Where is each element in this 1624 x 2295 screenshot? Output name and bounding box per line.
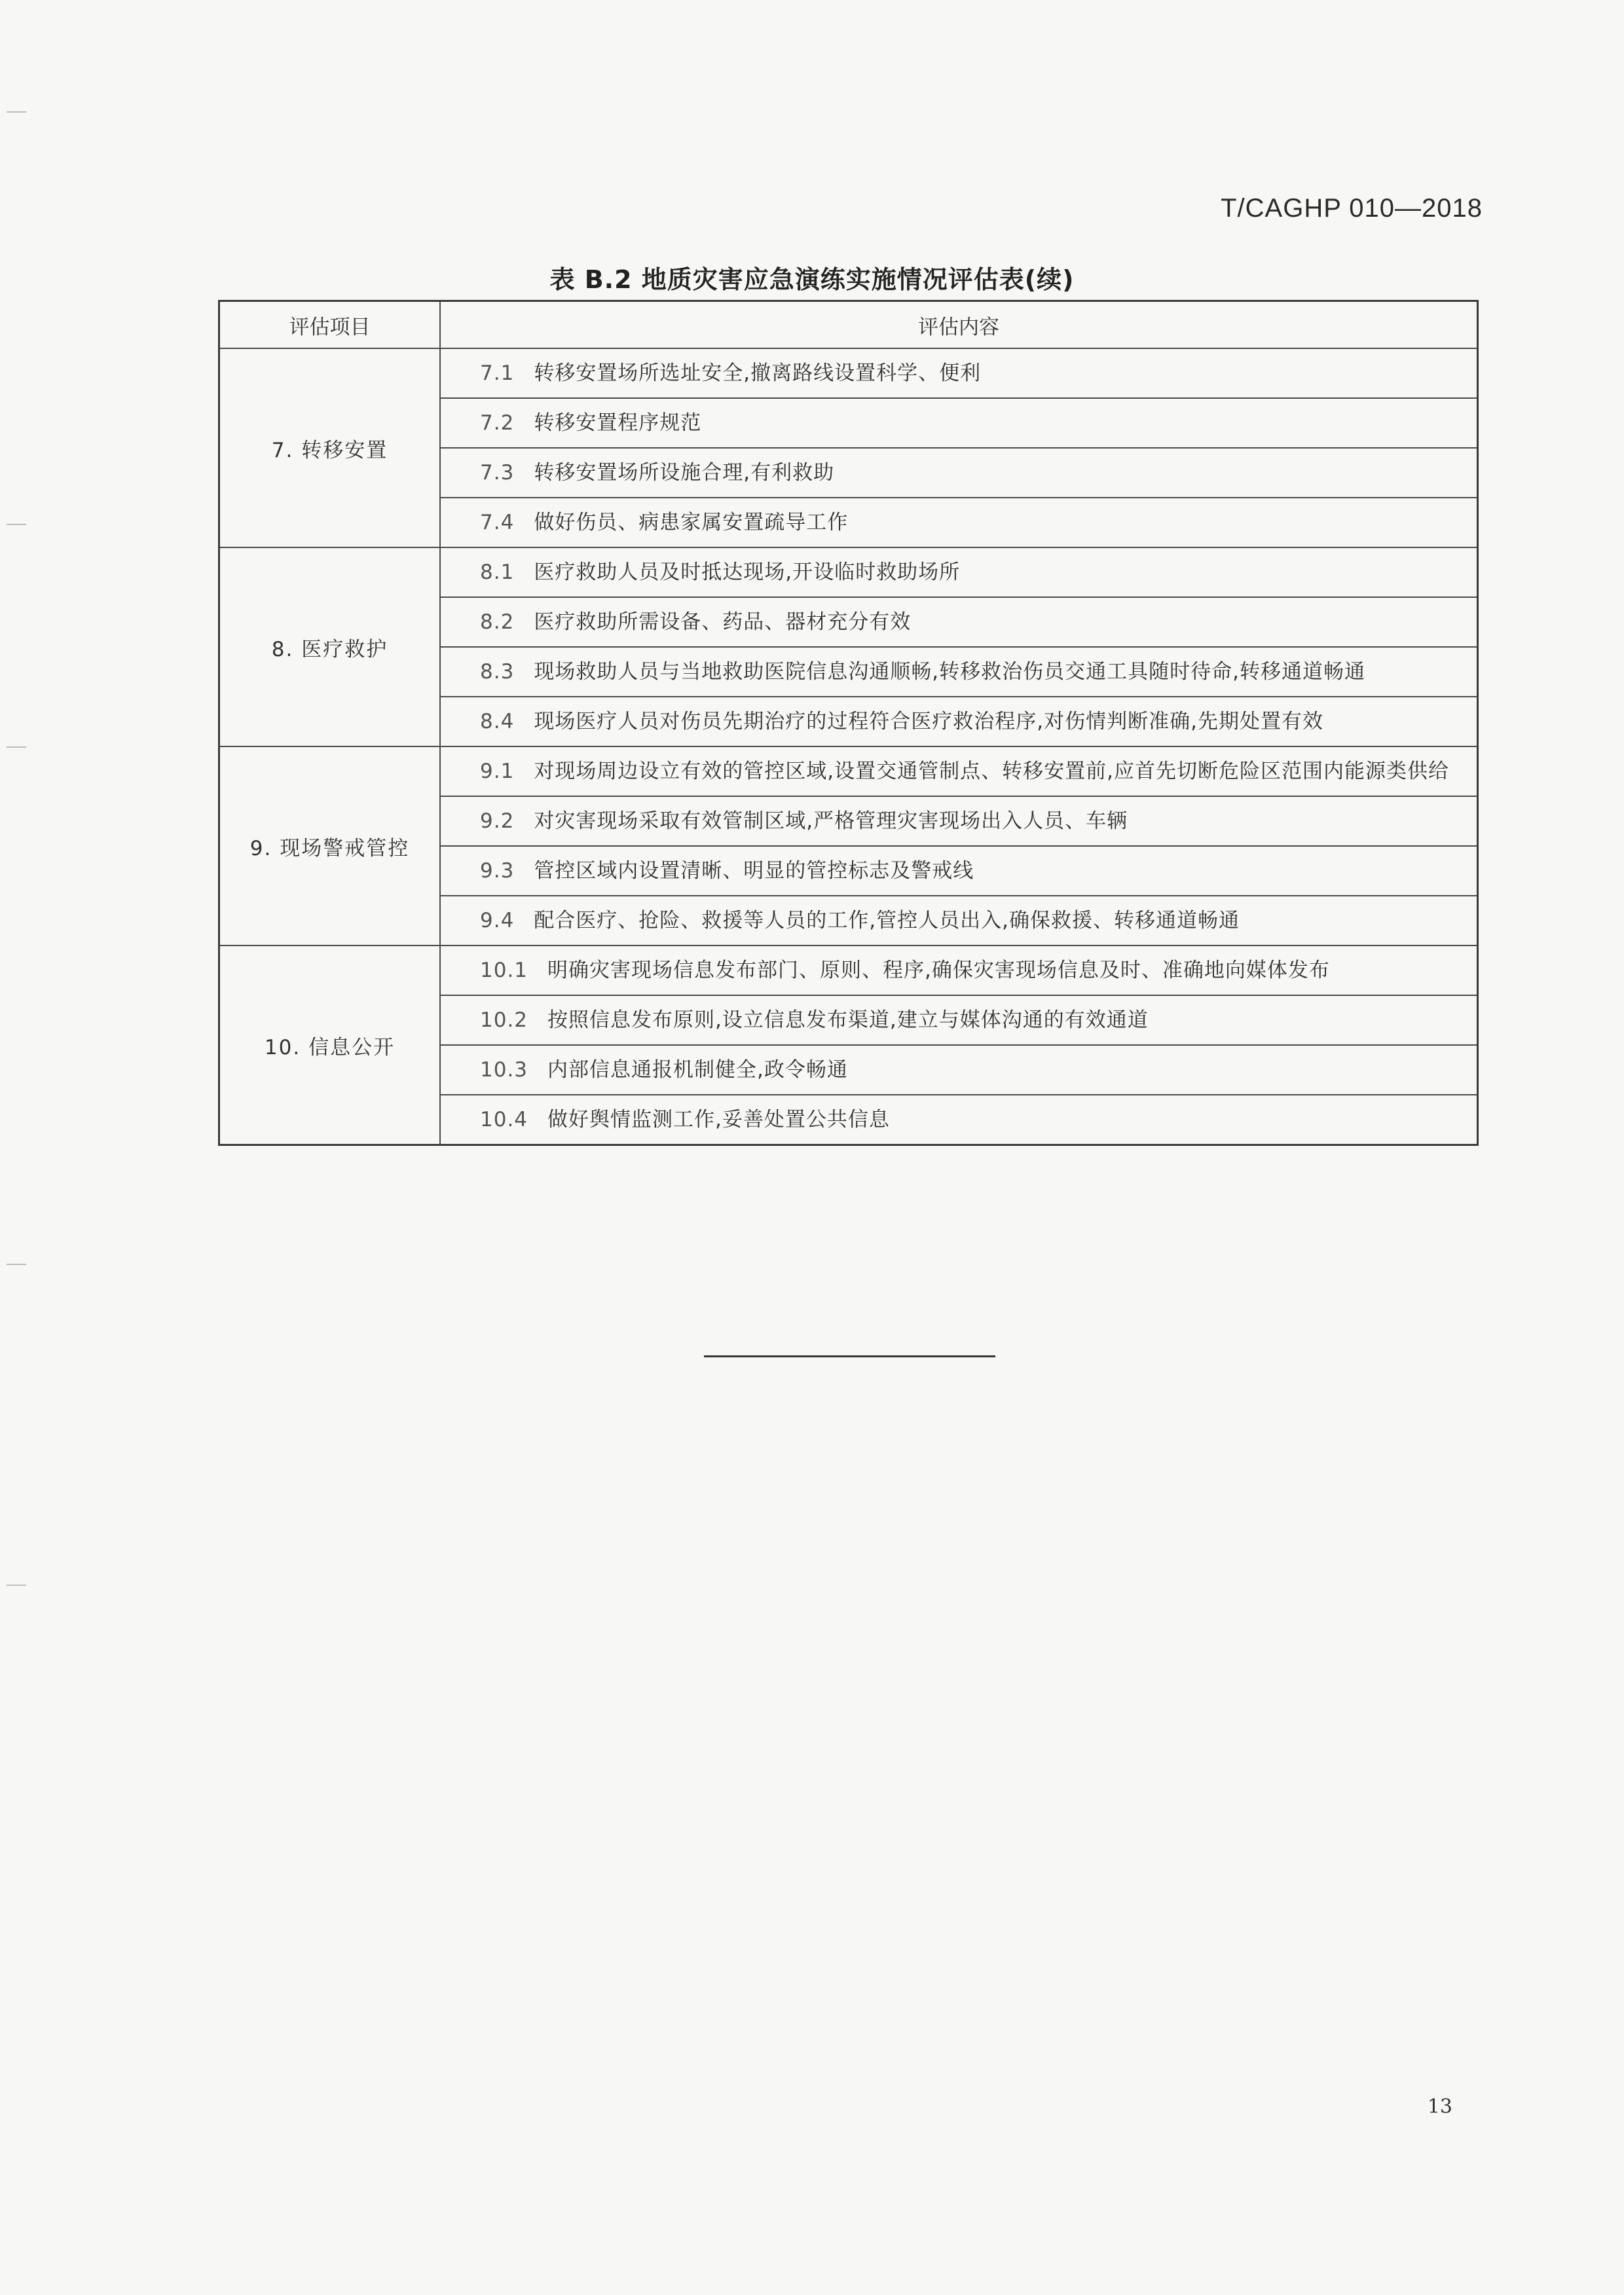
table-row [219, 946, 1478, 995]
criterion-number: 10.4 [480, 1108, 528, 1131]
table-caption: 表 B.2 地质灾害应急演练实施情况评估表(续) [549, 265, 1075, 294]
criterion-number: 8.1 [480, 560, 515, 584]
table-body [219, 348, 1478, 1145]
criterion-number: 9.4 [480, 909, 515, 932]
criterion-text: 对灾害现场采取有效管制区域,严格管理灾害现场出入人员、车辆 [534, 809, 1128, 833]
category-cell: 9. 现场警戒管控 [219, 746, 441, 946]
criterion-text: 内部信息通报机制健全,政令畅通 [547, 1058, 848, 1082]
end-of-document-rule [704, 1355, 995, 1357]
criterion-number: 7.1 [480, 361, 515, 385]
criterion-number: 10.3 [480, 1058, 528, 1082]
criterion-text: 明确灾害现场信息发布部门、原则、程序,确保灾害现场信息及时、准确地向媒体发布 [547, 959, 1330, 982]
criterion-cell [440, 697, 1478, 746]
criterion-number: 9.3 [480, 859, 515, 883]
criterion-cell [440, 597, 1478, 647]
criterion-text: 做好伤员、病患家属安置疏导工作 [534, 511, 849, 534]
table-row [219, 746, 1478, 796]
document-code: T/CAGHP 010—2018 [1221, 194, 1483, 223]
criterion-text: 管控区域内设置清晰、明显的管控标志及警戒线 [534, 859, 974, 883]
scan-margin-mark [7, 746, 26, 748]
criterion-text: 做好舆情监测工作,妥善处置公共信息 [547, 1108, 890, 1131]
criterion-number: 10.1 [480, 959, 528, 982]
criterion-number: 8.4 [480, 710, 515, 733]
criterion-number: 9.1 [480, 760, 515, 783]
criterion-number: 7.2 [480, 411, 515, 435]
criterion-cell [440, 1095, 1478, 1145]
criterion-number: 8.3 [480, 660, 515, 684]
criterion-cell [440, 448, 1478, 498]
criterion-text: 对现场周边设立有效的管控区域,设置交通管制点、转移安置前,应首先切断危险区范围内能源类供给 [534, 760, 1450, 783]
criterion-number: 7.3 [480, 461, 515, 485]
criterion-text: 配合医疗、抢险、救援等人员的工作,管控人员出入,确保救援、转移通道畅通 [534, 909, 1240, 932]
criterion-cell [440, 746, 1478, 796]
criterion-cell [440, 398, 1478, 448]
criterion-number: 7.4 [480, 511, 515, 534]
criterion-cell [440, 796, 1478, 846]
criterion-text: 医疗救助所需设备、药品、器材充分有效 [534, 610, 912, 634]
criterion-number: 8.2 [480, 610, 515, 634]
criterion-text: 现场医疗人员对伤员先期治疗的过程符合医疗救治程序,对伤情判断准确,先期处置有效 [534, 710, 1324, 733]
criterion-number: 10.2 [480, 1008, 528, 1032]
category-cell: 10. 信息公开 [219, 946, 441, 1145]
criterion-cell [440, 846, 1478, 896]
criterion-text: 转移安置程序规范 [534, 411, 702, 435]
criterion-cell [440, 995, 1478, 1045]
criterion-text: 医疗救助人员及时抵达现场,开设临时救助场所 [534, 560, 961, 584]
table-header-row [219, 301, 1478, 349]
criterion-number: 9.2 [480, 809, 515, 833]
page-number: 13 [1427, 2095, 1452, 2118]
criterion-text: 转移安置场所设施合理,有利救助 [534, 461, 835, 485]
table-row [219, 547, 1478, 597]
criterion-cell [440, 946, 1478, 995]
criterion-text: 按照信息发布原则,设立信息发布渠道,建立与媒体沟通的有效通道 [547, 1008, 1149, 1032]
criterion-text: 现场救助人员与当地救助医院信息沟通顺畅,转移救治伤员交通工具随时待命,转移通道畅通 [534, 660, 1366, 684]
criterion-cell [440, 348, 1478, 398]
criterion-cell [440, 1045, 1478, 1095]
column-header-content: 评估内容 [440, 301, 1478, 349]
category-cell: 7. 转移安置 [219, 348, 441, 547]
scan-margin-mark [7, 1264, 26, 1265]
criterion-cell [440, 647, 1478, 697]
table-row [219, 348, 1478, 398]
criterion-text: 转移安置场所选址安全,撤离路线设置科学、便利 [534, 361, 982, 385]
scan-margin-mark [7, 111, 26, 113]
criterion-cell [440, 498, 1478, 547]
category-cell: 8. 医疗救护 [219, 547, 441, 746]
column-header-item: 评估项目 [219, 301, 441, 349]
scan-margin-mark [7, 1585, 26, 1586]
criterion-cell [440, 547, 1478, 597]
evaluation-table [218, 300, 1479, 1146]
criterion-cell [440, 896, 1478, 946]
scan-margin-mark [7, 524, 26, 525]
